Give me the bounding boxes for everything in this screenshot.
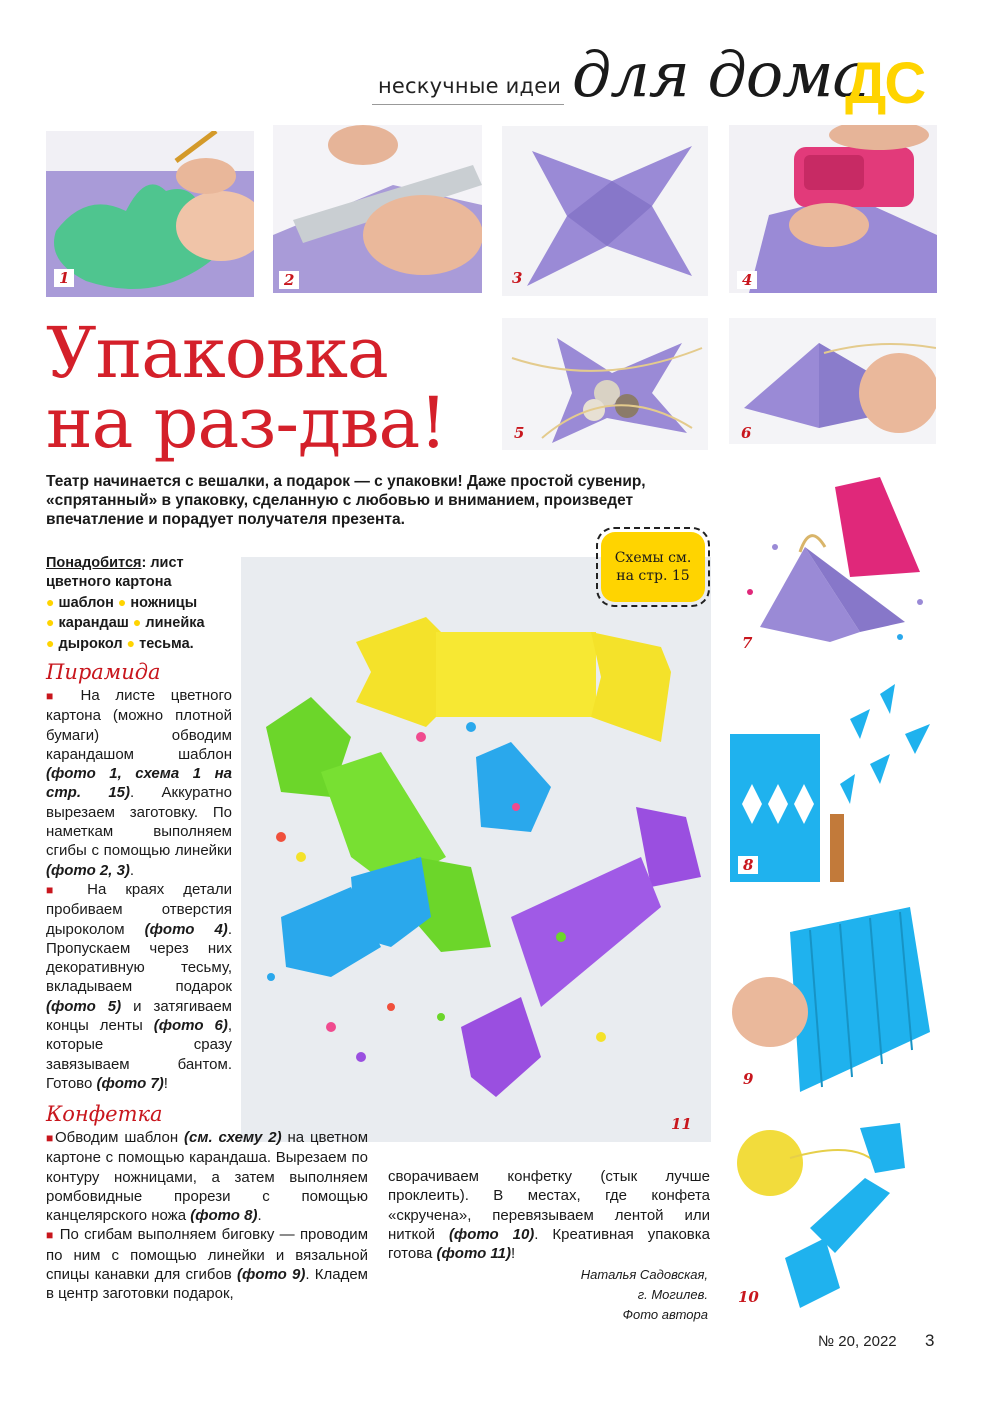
photo-ref: (фото 9)	[237, 1266, 306, 1284]
bullet-square: ■	[46, 1228, 55, 1243]
photo-8	[730, 684, 938, 882]
text: . Кладем в центр заготовки подарок,	[46, 1266, 368, 1303]
text: . Аккуратно вырезаем заготовку. По наметкам выполняем сгибы с помощью линейки	[46, 784, 232, 860]
photo-8-art	[730, 684, 938, 882]
photo-8-number: 8	[738, 856, 758, 874]
text: !	[163, 1074, 168, 1092]
candy-text-col1	[46, 1128, 368, 1304]
article-title-line2: на раз-два!	[46, 382, 447, 464]
badge-line2: на стр. 15	[616, 568, 690, 584]
article-title	[46, 312, 506, 464]
photo-10-art	[730, 1118, 938, 1314]
text: На краях детали пробиваем отверстия дыроколом	[46, 880, 233, 938]
bullet-dot: ●	[126, 634, 136, 651]
photo-2-number: 2	[279, 271, 299, 289]
section-heading-candy: Конфетка	[46, 1102, 163, 1126]
bullet-dot: ●	[117, 593, 127, 610]
photo-5-art	[502, 318, 708, 450]
photo-3	[502, 126, 708, 296]
material-item: линейка	[145, 615, 205, 632]
photo-1-art	[46, 131, 254, 297]
photo-7	[730, 462, 937, 660]
bullet-dot: ●	[46, 593, 55, 610]
photo-11-art	[241, 557, 711, 1142]
photo-10-number: 10	[738, 1288, 759, 1306]
material-item: ножницы	[130, 594, 198, 611]
photo-ref: (фото 4)	[144, 920, 228, 938]
text: .	[129, 861, 135, 879]
material-item: шаблон	[58, 594, 114, 611]
materials-intro: : лист цветного картона	[46, 555, 184, 591]
article-lead: Театр начинается с вешалки, а подарок — с упаковки! Даже простой сувенир, «спрятанный» в упаковку, сделанную с любовью и вниманием, произведет впечатление и порадует получателя презента.	[46, 473, 646, 528]
section-title: для дома	[572, 38, 869, 111]
photo-credit: Фото автора	[622, 1307, 708, 1322]
text: на цветном картоне с помощью карандаша. Вырезаем по контуру ножницами, а затем выполняем ромбовидные прорези с помощью канцелярского ножа	[46, 1129, 369, 1225]
bullet-square: ■	[46, 1131, 55, 1145]
photo-ref: (фото 5)	[46, 997, 122, 1015]
photo-6-art	[729, 318, 936, 444]
text: .	[257, 1207, 262, 1225]
photo-ref: (фото 11)	[436, 1245, 511, 1263]
photo-1	[46, 131, 254, 297]
badge-line1: Схемы см.	[614, 550, 692, 566]
photo-9-number: 9	[738, 1070, 758, 1088]
bullet-dot: ●	[46, 634, 55, 651]
photo-ref: (фото 2, 3)	[46, 861, 130, 879]
magazine-logo: ДС	[845, 51, 925, 116]
text: На листе цветного картона (можно плотной бумаги) обводим карандашом шаблон	[46, 687, 233, 763]
photo-1-number: 1	[54, 269, 74, 287]
bullet-dot: ●	[46, 614, 55, 631]
photo-2	[273, 125, 482, 293]
author-name: Наталья Садовская,	[580, 1267, 708, 1282]
photo-3-number: 3	[512, 269, 523, 287]
issue-number: № 20, 2022	[818, 1333, 897, 1350]
text: По сгибам выполняем биговку — проводим по ним с помощью линейки и вязальной спицы канавки для сгибов	[46, 1226, 369, 1284]
photo-4-number: 4	[737, 271, 757, 289]
bullet-square: ■	[46, 689, 65, 703]
material-item: дырокол	[58, 635, 123, 652]
photo-9-art	[730, 902, 938, 1095]
photo-7-number: 7	[742, 634, 753, 652]
photo-3-art	[502, 126, 708, 296]
photo-ref: (фото 6)	[153, 1017, 228, 1035]
photo-ref: (фото 7)	[96, 1074, 164, 1092]
section-subtitle: нескучные идеи	[378, 74, 562, 98]
text: и затягиваем концы ленты	[46, 997, 232, 1035]
photo-ref: (фото 10)	[448, 1225, 535, 1243]
header-underline	[372, 104, 564, 105]
photo-5-number: 5	[514, 424, 525, 442]
text: Обводим шаблон	[54, 1129, 185, 1146]
photo-2-art	[273, 125, 482, 293]
photo-4-art	[729, 125, 937, 293]
photo-5	[502, 318, 708, 450]
page-number: 3	[925, 1331, 935, 1350]
author-credit	[520, 1265, 708, 1325]
author-city: г. Могилев.	[637, 1287, 708, 1302]
materials-list	[46, 554, 246, 654]
photo-ref: (фото 1, схема 1 на стр. 15)	[46, 765, 232, 802]
photo-6	[729, 318, 936, 444]
material-item: карандаш	[58, 615, 129, 632]
material-item: тесьма.	[139, 635, 194, 652]
article-title-line1: Упаковка	[46, 312, 388, 394]
bullet-dot: ●	[132, 614, 142, 631]
photo-9	[730, 902, 938, 1095]
photo-ref: (см. схему 2)	[184, 1129, 282, 1146]
photo-4	[729, 125, 937, 293]
materials-label: Понадобится	[46, 555, 142, 571]
text: . Креативная упаковка готова	[388, 1225, 710, 1263]
photo-11	[241, 557, 711, 1142]
candy-text-col2	[388, 1167, 710, 1263]
photo-11-number: 11	[671, 1115, 692, 1133]
bullet-square: ■	[46, 882, 69, 897]
pyramid-text	[46, 686, 232, 1093]
photo-10	[730, 1118, 938, 1314]
text: , которые сразу завязываем бантом. Готово	[46, 1017, 232, 1092]
photo-6-number: 6	[741, 424, 752, 442]
schemes-badge	[601, 532, 705, 602]
photo-ref: (фото 8)	[190, 1207, 258, 1225]
text: !	[510, 1245, 516, 1263]
text: . Пропускаем через них декоративную тесьму, вкладываем подарок	[46, 920, 232, 996]
section-heading-pyramid: Пирамида	[46, 660, 161, 684]
photo-7-art	[730, 462, 937, 660]
text: сворачиваем конфетку (стык лучше проклеить). В местах, где конфета «скручена», перевязываем лентой или ниткой	[388, 1168, 710, 1243]
